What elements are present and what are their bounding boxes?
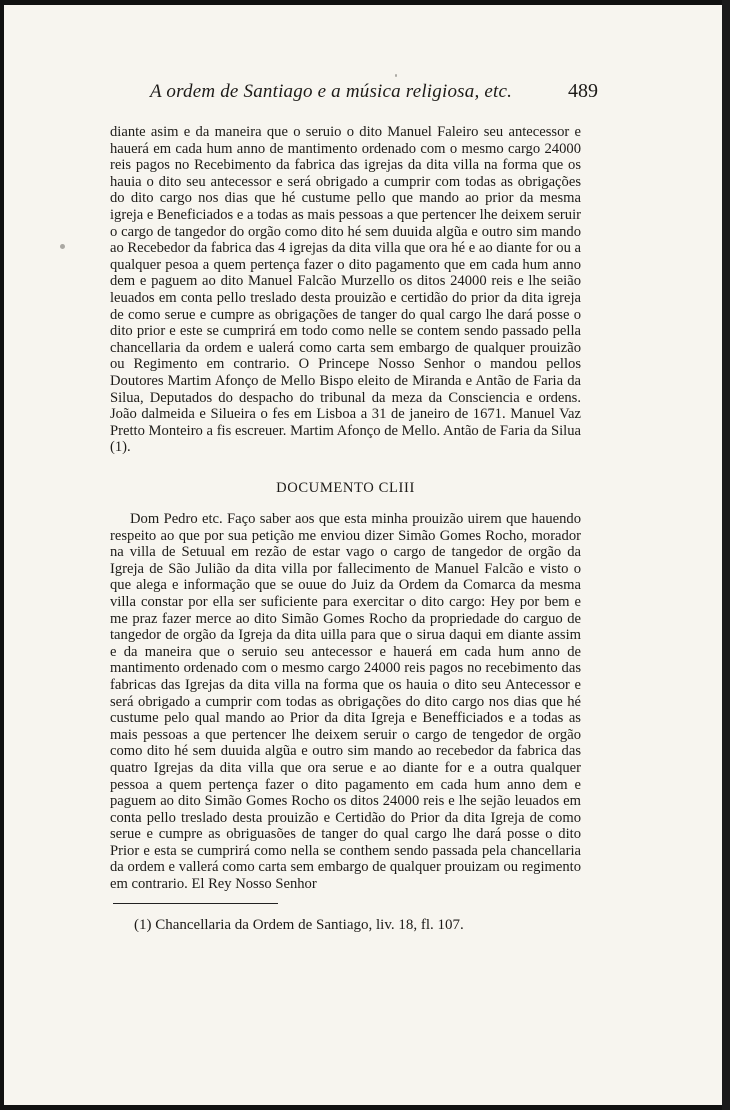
scan-border-left	[0, 0, 4, 1110]
scan-speck	[395, 74, 397, 77]
paragraph: diante asim e da maneira que o seruio o dito Manuel Faleiro seu antecessor e hauerá em cada hum anno de mantimento ordenado com o mesmo cargo 24000 reis pagos no Recebimento da fabrica das igrejas da dita villa na forma que os hauia o dito seu antecessor e será obrigado a cumprir com todas as obrigações do dito cargo nos dias que hé custume pello que mando ao prior da mesma igreja e Beneficiados e a todas as mais pessoas a que pertencer lhe deixem seruir o cargo de tangedor do orgão como dito hé sem duuida algũa e outro sim mando ao Recebedor da fabrica das 4 igrejas da dita villa que ora hé e ao diante for ou a qualquer pesoa a quem pertença fazer o dito pagamento que em cada hum anno dem e paguem ao dito Manuel Falcão Murzello os ditos 24000 reis e lhe seião leuados em conta pello treslado desta prouizão e certidão do prior da dita igreja de como serue e cumpre as obrigações de tanger do qual cargo lhe dará posse o dito prior e este se cumprirá em todo como nelle se contem sendo passado pella chancellaria da ordem e ualerá como carta sem embargo de qualquer prouizão ou Regimento em contrario. O Princepe Nosso Senhor o mandou pellos Doutores Martim Afonço de Mello Bispo eleito de Miranda e Antão de Faria da Silua, Deputados do despacho do tribunal da meza da Consciencia e ordens. João dalmeida e Silueira o fes em Lisboa a 31 de janeiro de 1671. Manuel Vaz Pretto Monteiro a fis escreuer. Martim Afonço de Mello. Antão de Faria da Silua (1).	[110, 124, 581, 456]
scan-border-top	[0, 0, 730, 5]
page-number: 489	[568, 80, 598, 102]
body-text-document	[110, 511, 581, 893]
paragraph: Dom Pedro etc. Faço saber aos que esta minha prouizão uirem que hauendo respeito ao que por sua petição me enviou dizer Simão Gomes Rocho, morador na villa de Setuual em rezão de estar vago o cargo de tangedor de orgão da Igreja de São Julião da dita villa por fallecimento de Manuel Falcão e visto o que alega e informação que se ouue do Juiz da Ordem da Comarca da mesma villa constar por ella ser suficiente para exercitar o dito cargo: Hey por bem e me praz fazer merce ao dito Simão Gomes Rocho da propriedade do carguo de tangedor de orgão da Igreja da dita uilla para que o sirua daqui em diante assim e da maneira que o seruio seu antecessor e hauerá em cada hum anno de mantimento ordenado com o mesmo cargo 24000 reis pagos no recebimento das fabricas das Igrejas da dita villa na forma que os hauia o dito seu Antecessor e será obrigado a cumprir com todas as obrigações do dito cargo nos dias que hé custume pelo qual mando ao Prior da dita Igreja e Benefficiados e a todas as mais pessoas a que pertencer lhe deixem seruir o cargo de tengedor de orgão como dito hé sem duuida algũa e outro sim mando ao recebedor da fabrica das quatro Igrejas da dita villa que ora serue e ao diante for e a outra qualquer pessoa a quem pertença fazer o dito pagamento em cada hum anno dem e paguem ao dito Simão Gomes Rocho os ditos 24000 reis e lhe sejão leuados em conta pello treslado desta prouizão e Certidão do Prior da dita Igreja de como serue e cumpre as obriguasões de tanger do qual cargo lhe dará posse o dito Prior e esta se cumprirá como nella se conthem sendo passada pela chancellaria da ordem e vallerá como carta sem embargo de qualquer prouizam ou regimento em contrario. El Rey Nosso Senhor	[110, 511, 581, 893]
footnote-divider	[113, 903, 278, 904]
scan-border-bottom	[0, 1105, 730, 1110]
running-head	[150, 80, 598, 103]
footnote: (1) Chancellaria da Ordem de Santiago, liv. 18, fl. 107.	[134, 917, 464, 933]
body-text-continued	[110, 124, 581, 456]
document-heading: DOCUMENTO CLIII	[276, 480, 415, 496]
running-title: A ordem de Santiago e a música religiosa, etc.	[150, 81, 513, 102]
scan-speck	[60, 244, 65, 249]
scan-border-right	[722, 0, 730, 1110]
